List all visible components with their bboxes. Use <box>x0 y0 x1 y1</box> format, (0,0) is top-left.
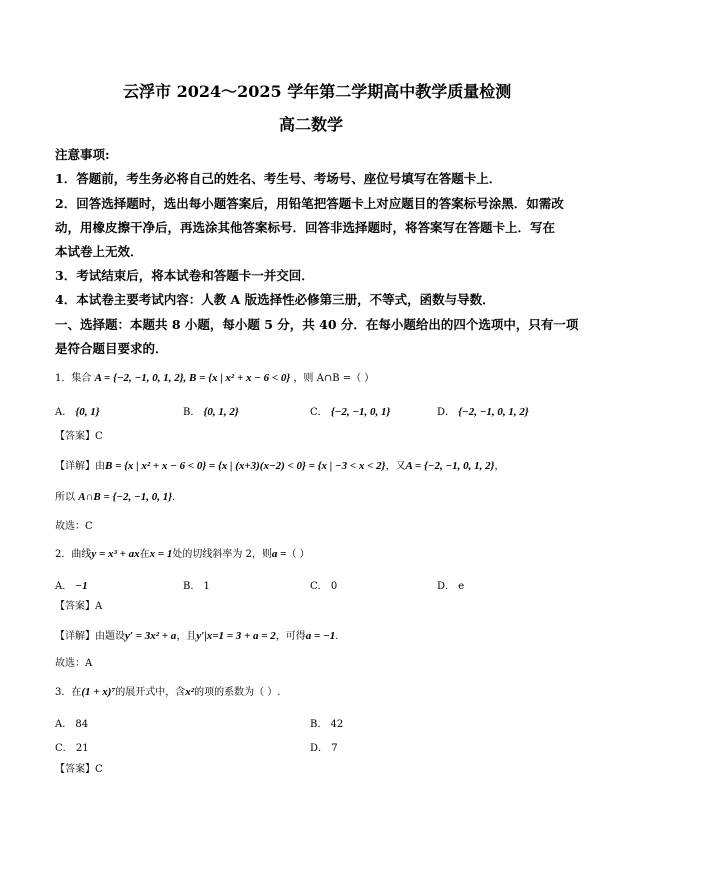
section-line-2: 是符合题目要求的． <box>55 341 168 356</box>
q1-choice: 故选：C <box>55 521 93 532</box>
q1-option-b: B． {0, 1, 2} <box>183 406 239 418</box>
q1-detail-math2: A = {−2, −1, 0, 1, 2} <box>405 460 495 472</box>
note-line-2: 2．回答选择题时，选出每小题答案后，用铅笔把答题卡上对应题目的答案标号涂黑．如需改 <box>55 196 564 211</box>
q1-stem <box>55 372 374 385</box>
q3-option-c: C． 21 <box>55 743 89 754</box>
q1-option-d: D． {−2, −1, 0, 1, 2} <box>437 406 529 418</box>
q2-option-b: B． 1 <box>183 581 210 592</box>
q3-stem: 3．在(1 + x)⁷的展开式中，含x²的项的系数为（ ）. <box>55 686 281 698</box>
q3-term: x² <box>185 686 195 698</box>
q1-option-a: A． {0, 1} <box>55 406 100 418</box>
q2-option-d: D． e <box>437 581 465 592</box>
q2-point: x = 1 <box>149 548 173 560</box>
q1-sets: A = {−2, −1, 0, 1, 2}, B = {x | x² + x − 6 < 0} <box>94 372 291 384</box>
q1-conclusion: 所以 A∩B = {−2, −1, 0, 1}. <box>55 491 176 503</box>
q2-detail-math: y′ = 3x² + a <box>125 630 177 642</box>
q1-detail-math: B = {x | x² + x − 6 < 0} = {x | (x+3)(x−2) < 0} = {x | −3 < x < 2} <box>105 460 386 472</box>
note-line-5: 3．考试结束后，将本试卷和答题卡一并交回． <box>55 268 314 283</box>
notes-heading: 注意事项: <box>55 147 110 162</box>
q1-detail: 【详解】由B = {x | x² + x − 6 < 0} = {x | (x+3)(x−2) < 0} = {x | −3 < x < 2}，又A = {−2, −1, 0, 1, 2}， <box>55 460 505 472</box>
q2-option-c: C． 0 <box>310 581 338 592</box>
note-line-1: 1．答题前，考生务必将自己的姓名、考生号、考场号、座位号填写在答题卡上． <box>55 171 502 186</box>
q3-expr: (1 + x)⁷ <box>81 686 116 698</box>
q2-answer: 【答案】A <box>55 601 103 612</box>
q2-detail-math3: a = −1 <box>305 630 336 642</box>
q2-choice: 故选：A <box>55 658 93 669</box>
note-line-4: 本试卷上无效． <box>55 244 143 259</box>
section-line-1: 一、选择题：本题共 8 小题，每小题 5 分，共 40 分．在每小题给出的四个选项中，只有一项 <box>55 317 579 332</box>
note-line-3: 动，用橡皮擦干净后，再选涂其他答案标号．回答非选择题时，将答案写在答题卡上．写在 <box>55 220 556 235</box>
page-title: 云浮市 2024～2025 学年第二学期高中教学质量检测 <box>123 82 512 101</box>
q3-option-a: A． 84 <box>55 719 89 730</box>
q3-option-d: D． 7 <box>310 743 338 754</box>
q3-option-b: B． 42 <box>310 719 344 730</box>
q2-option-a: A． −1 <box>55 580 88 592</box>
q2-curve: y = x³ + ax <box>91 548 140 560</box>
q1-answer: 【答案】C <box>55 431 103 442</box>
q1-conclusion-math: A∩B = {−2, −1, 0, 1} <box>78 491 173 503</box>
note-line-6: 4．本试卷主要考试内容：人教 A 版选择性必修第三册，不等式，函数与导数． <box>55 292 495 307</box>
q3-answer: 【答案】C <box>55 764 103 775</box>
q1-prefix: 1．集合 <box>55 373 92 384</box>
q2-detail-math2: y′|x=1 = 3 + a = 2 <box>196 630 276 642</box>
q2-detail: 【详解】由题设y′ = 3x² + a，且y′|x=1 = 3 + a = 2，可得a = −1. <box>55 630 339 642</box>
q2-ask: a = <box>271 548 287 560</box>
q1-suffix: ，则 A∩B =（ ） <box>293 373 375 384</box>
q2-stem: 2．曲线y = x³ + ax在x = 1处的切线斜率为 2，则a =（ ） <box>55 548 310 560</box>
q1-option-c: C． {−2, −1, 0, 1} <box>310 406 391 418</box>
page-subtitle: 高二数学 <box>279 115 344 134</box>
